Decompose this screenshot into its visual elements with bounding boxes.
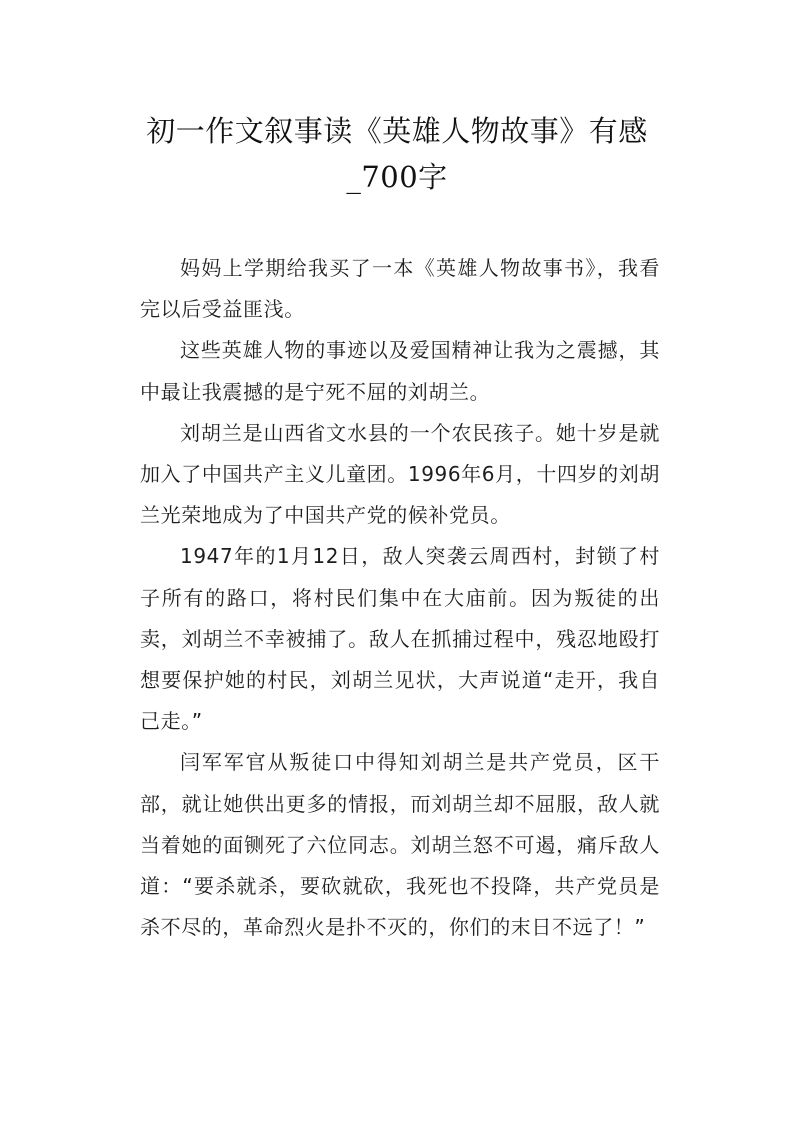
paragraph-2: 这些英雄人物的事迹以及爱国精神让我为之震撼，其中最让我震撼的是宁死不屈的刘胡兰。 <box>140 338 660 404</box>
paragraph-4: 1947年的1月12日，敌人突袭云周西村，封锁了村子所有的路口，将村民们集中在大庙前。因为叛徒的出卖，刘胡兰不幸被捕了。敌人在抓捕过程中，残忍地殴打想要保护她的村民，刘胡兰见状，大声说道“走开，我自己走。” <box>140 544 660 734</box>
paragraph-5: 闫军军官从叛徒口中得知刘胡兰是共产党员，区干部，就让她供出更多的情报，而刘胡兰却不屈服，敌人就当着她的面铡死了六位同志。刘胡兰怒不可遏，痛斥敌人道：“要杀就杀，要砍就砍，我死也不投降，共产党员是杀不尽的，革命烈火是扑不灭的，你们的末日不远了！” <box>140 750 660 940</box>
document-body <box>140 248 660 948</box>
document-title: 初一作文叙事读《英雄人物故事》有感_700字 <box>146 114 648 194</box>
paragraph-1: 妈妈上学期给我买了一本《英雄人物故事书》，我看完以后受益匪浅。 <box>140 256 660 322</box>
paragraph-3: 刘胡兰是山西省文水县的一个农民孩子。她十岁是就加入了中国共产主义儿童团。1996年6月，十四岁的刘胡兰光荣地成为了中国共产党的候补党员。 <box>140 420 660 528</box>
